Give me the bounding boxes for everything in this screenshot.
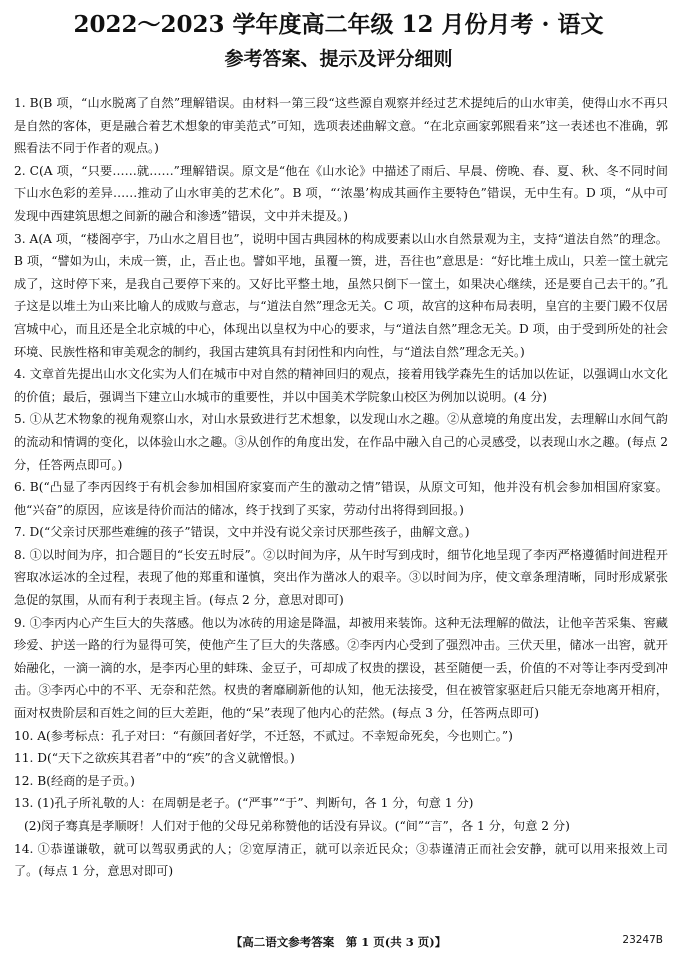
page-subtitle: 参考答案、提示及评分细则 xyxy=(224,48,453,70)
answer-item-9: 9. ①李丙内心产生巨大的失落感。他以为冰砖的用途是降温，却被用来装饰。这种无法理解的做法，让他辛苦采集、窖藏珍爱、护送一路的行为显得可笑，使他产生了巨大的失落感。②李丙内心受到了强烈冲击。三伏天里，储冰一出窖，就开始融化，一滴一滴的水，是李丙心里的蚌珠、金豆子，可却成了权贵的摆设，甚至随便一丢，价值的不对等让李丙受到冲击。③李丙心中的不平、无奈和茫然。权贵的奢靡刷新他的认知，他无法接受，但在被管家驱赶后只能无奈地离开相府，面对权贵阶层和百姓之间的巨大差距，他的“呆”表现了他内心的茫然。(每点 3 分，任答两点即可) xyxy=(14,615,668,721)
answer-item-12: 12. B(经商的是子贡。) xyxy=(14,773,135,788)
answer-item-11: 11. D(“天下之欲疾其君者”中的“疾”的含义就憎恨。) xyxy=(14,751,295,766)
answer-item-4: 4. 文章首先提出山水文化实为人们在城市中对自然的精神回归的观点，接着用钱学森先生的话加以佐证，以强调山水文化的价值；最后，强调当下建立山水城市的重要性，并以中国美术学院象山校区为例加以说明。(4 分) xyxy=(14,367,668,404)
answer-item-6: 6. B(“凸显了李丙因终于有机会参加相国府家宴而产生的激动之情”错误，从原文可知，他并没有机会参加相国府家宴。他“兴奋”的原因，应该是待价而沽的储冰，终于找到了买家，劳动付出将得到回报。) xyxy=(14,480,668,517)
answer-item-1: 1. B(B 项，“山水脱离了自然”理解错误。由材料一第三段“这些源自观察并经过艺术提纯后的山水审美，使得山水不再只是自然的客体，更是融合着艺术想象的审美范式”可知，选项表述曲解文意。“在北京画家郭熙看来”这一表述也不准确，郭熙看法不同于作者的观点。) xyxy=(14,96,669,156)
answer-item-5: 5. ①从艺术物象的视角观察山水，对山水景致进行艺术想象，以发现山水之趣。②从意境的角度出发，去理解山水间气韵的流动和情调的变化，以体验山水之趣。③从创作的角度出发，在作品中融入自己的心灵感受，以表现山水之趣。(每点 2 分，任答两点即可。) xyxy=(14,412,668,472)
answer-item-13-1: 13. (1)孔子所礼敬的人：在周朝是老子。(“严事”“于”、判断句，各 1 分，句意 1 分) xyxy=(14,796,474,811)
answer-item-3: 3. A(A 项，“楼阁亭宇，乃山水之眉目也”，说明中国古典园林的构成要素以山水自然景观为主，支持“道法自然”的理念。B 项，“譬如为山，未成一篑，止，吾止也。譬如平地，虽覆一篑，进，吾往也”意思是：“好比堆土成山，只差一筐土就完成了，这时停下来，是我自己要停下来的。又好比平整土地，虽然只倒下一筐土，如果决心继续，还是要自己去干的。”孔子这是以堆土为山来比喻人的成败与意志，与“道法自然”理念无关。C 项，故宫的这种布局表明，皇宫的主要门殿不仅居宫城中心，而且还是全北京城的中心，体现出以皇权为中心的要求，与“道法自然”理念无关。D 项，由于受到所处的社会环境、民族性格和审美观念的制约，我国古建筑具有封闭性和内向性，与“道法自然”理念无关。) xyxy=(14,231,668,359)
page-footer xyxy=(0,934,677,954)
answer-item-14: 14. ①恭谨谦敬，就可以驾驭勇武的人；②宽厚清正，就可以亲近民众；③恭谨清正而社会安静，就可以用来报效上司了。(每点 1 分，意思对即可) xyxy=(14,841,668,879)
answer-item-8: 8. ①以时间为序，扣合题目的“长安五时辰”。②以时间为序，从午时写到戌时，细节化地呈现了李丙严格遵循时间进程开窖取冰运冰的全过程，表现了他的郑重和谨慎，突出作为凿冰人的艰辛。③以时间为序，使文章条理清晰，同时形成紧张急促的氛围，从而有利于表现主旨。(每点 2 分，意思对即可) xyxy=(14,547,668,608)
page-title: 2022～2023 学年度高二年级 12 月份月考 · 语文 xyxy=(73,11,604,38)
answer-item-10: 10. A(参考标点：孔子对曰：“有颜回者好学，不迁怒，不贰过。不幸短命死矣，今也则亡。”) xyxy=(14,728,513,743)
answer-item-7: 7. D(“父亲讨厌那些难缠的孩子”错误，文中并没有说父亲讨厌那些孩子，曲解文意。) xyxy=(14,525,470,540)
answer-item-2: 2. C(A 项，“只要……就……”理解错误。原文是“他在《山水论》中描述了雨后、早晨、傍晚、春、夏、秋、冬不同时间下山水色彩的差异……推动了山水审美的艺术化”。B 项，“‘浓墨’构成其画作主要特色”错误，无中生有。D 项，“从中可发现中西建筑思想之间新的融合和渗透”错误，文中并未提及。) xyxy=(14,163,668,223)
footer-page-label: 【高二语文参考答案 第 1 页(共 3 页)】 xyxy=(230,935,447,949)
footer-doc-code: 23247B xyxy=(622,934,663,946)
answer-list xyxy=(14,92,668,883)
answer-item-13-2: (2)闵子骞真是孝顺呀！人们对于他的父母兄弟称赞他的话没有异议。(“间”“言”，各 1 分，句意 2 分) xyxy=(24,819,570,833)
